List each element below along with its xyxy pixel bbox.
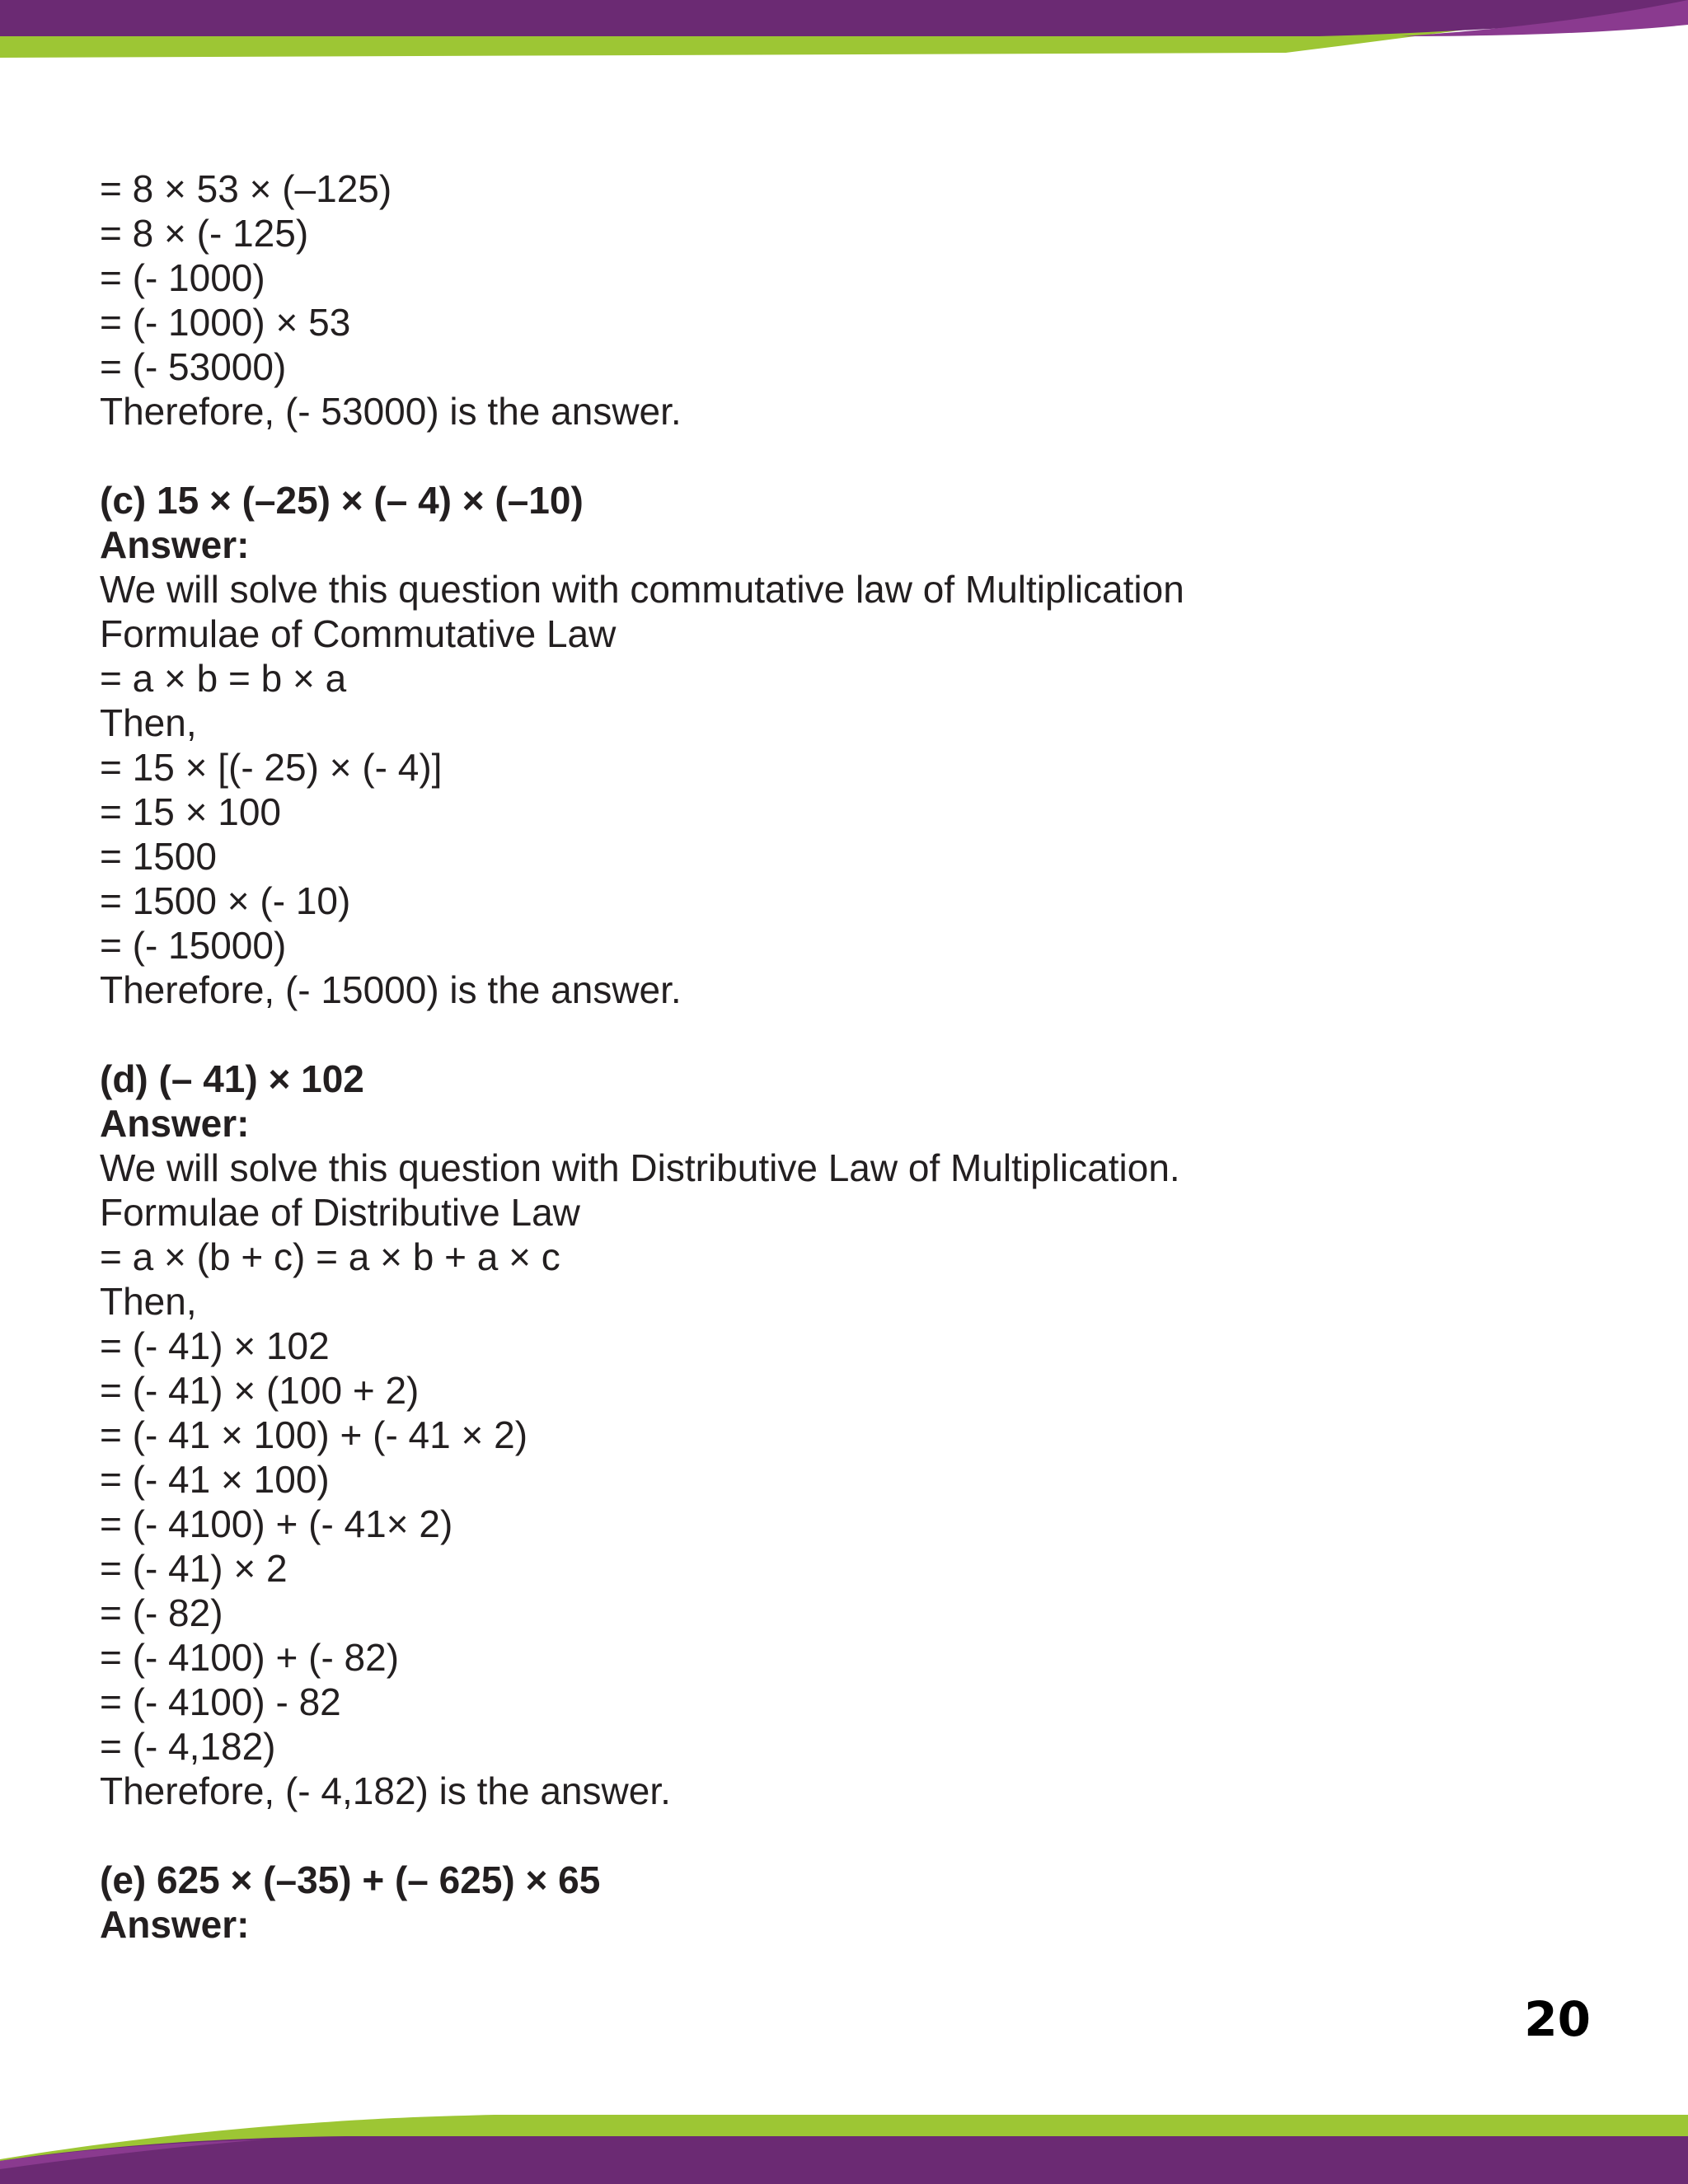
bottom-decorative-band: [0, 2110, 1688, 2184]
solution-line: We will solve this question with commutative law of Multiplication: [100, 568, 1184, 611]
solution-line: = (- 41) × 102: [100, 1324, 330, 1367]
question-d-heading: (d) (– 41) × 102: [100, 1057, 364, 1100]
solution-line: Then,: [100, 1280, 197, 1323]
solution-line: = a × b = b × a: [100, 657, 347, 700]
solution-line: We will solve this question with Distributive Law of Multiplication.: [100, 1146, 1180, 1189]
solution-line: = 15 × [(- 25) × (- 4)]: [100, 746, 443, 789]
solution-line: Formulae of Distributive Law: [100, 1191, 580, 1234]
solution-line: = (- 41) × (100 + 2): [100, 1369, 420, 1412]
solution-line: = (- 15000): [100, 924, 287, 967]
solution-line: = 15 × 100: [100, 790, 281, 833]
solution-line: = (- 82): [100, 1591, 223, 1634]
solution-line: = 1500 × (- 10): [100, 879, 351, 922]
question-e-heading: (e) 625 × (–35) + (– 625) × 65: [100, 1858, 601, 1901]
solution-line: Formulae of Commutative Law: [100, 612, 617, 655]
solution-line: = (- 4100) + (- 41× 2): [100, 1502, 453, 1545]
document-body: [100, 166, 1567, 1947]
solution-line: = a × (b + c) = a × b + a × c: [100, 1235, 560, 1278]
solution-line: = 1500: [100, 835, 217, 878]
solution-line: = (- 4100) - 82: [100, 1680, 341, 1723]
solution-line: = (- 41 × 100): [100, 1458, 330, 1501]
solution-line: = (- 4,182): [100, 1725, 276, 1768]
solution-line: = (- 4100) + (- 82): [100, 1636, 400, 1679]
solution-line: = (- 41 × 100) + (- 41 × 2): [100, 1413, 528, 1456]
conclusion-line: Therefore, (- 4,182) is the answer.: [100, 1769, 671, 1812]
solution-line: Then,: [100, 701, 197, 744]
question-c-heading: (c) 15 × (–25) × (– 4) × (–10): [100, 479, 584, 522]
page-number: 20: [1524, 1991, 1591, 2047]
conclusion-line: Therefore, (- 53000) is the answer.: [100, 390, 682, 433]
top-decorative-band: [0, 0, 1688, 66]
calc-line: = 8 × (- 125): [100, 212, 309, 255]
calc-line: = 8 × 53 × (–125): [100, 167, 392, 210]
conclusion-line: Therefore, (- 15000) is the answer.: [100, 968, 682, 1011]
calc-line: = (- 53000): [100, 345, 287, 388]
answer-label-e: Answer:: [100, 1903, 250, 1946]
calc-line: = (- 1000): [100, 256, 265, 299]
answer-label-d: Answer:: [100, 1102, 250, 1145]
calc-line: = (- 1000) × 53: [100, 301, 351, 344]
solution-line: = (- 41) × 2: [100, 1547, 288, 1590]
answer-label-c: Answer:: [100, 523, 250, 566]
